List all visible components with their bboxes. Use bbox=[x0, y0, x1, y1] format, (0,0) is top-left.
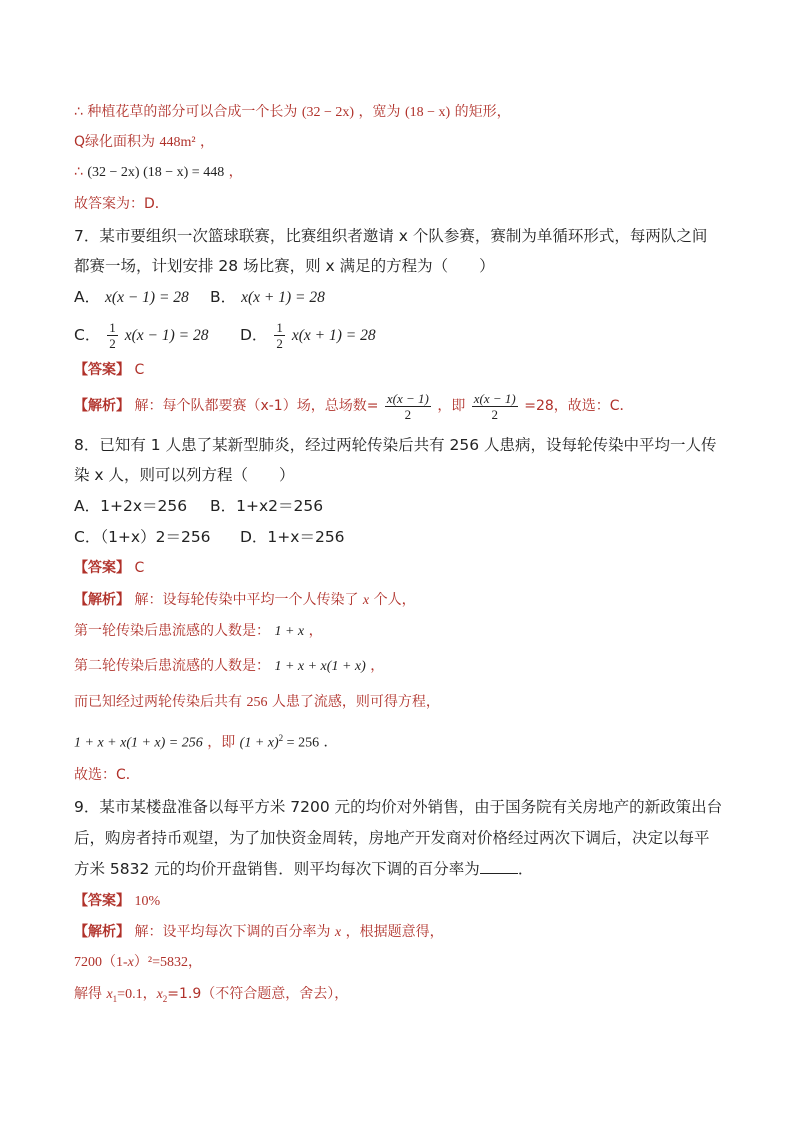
denominator: 2 bbox=[109, 336, 116, 351]
q7-analysis bbox=[74, 386, 634, 426]
answer-tag: 【答案】 bbox=[74, 560, 130, 576]
q8-choose: 故选：C． bbox=[74, 767, 140, 783]
denominator: 2 bbox=[404, 406, 412, 422]
option-label: A． bbox=[74, 288, 101, 306]
number: 256 bbox=[246, 695, 268, 710]
q8-step-4 bbox=[74, 728, 338, 754]
q8-option-b: B．1+x2＝256 bbox=[210, 497, 324, 515]
q7-option-c bbox=[74, 318, 208, 352]
text: 个人， bbox=[373, 592, 416, 608]
math-expr: 1 + x + x(1 + x) = 256 bbox=[74, 735, 203, 751]
text: =0.1， bbox=[117, 987, 157, 1002]
math-expr: (18 − x) bbox=[404, 105, 451, 120]
text: ∴ bbox=[74, 164, 88, 180]
math-expr: 448m² bbox=[159, 135, 196, 150]
math-expr: 1 + x bbox=[274, 624, 305, 639]
q8-step-1 bbox=[74, 621, 323, 642]
answer-value: 10% bbox=[134, 894, 161, 909]
q7-option-b bbox=[210, 287, 325, 308]
answer-blank bbox=[480, 859, 518, 874]
answer-tag: 【答案】 bbox=[74, 362, 130, 378]
text: 解：设平均每次下调的百分率为 bbox=[134, 924, 331, 940]
text: 人患了流感，则可得方程， bbox=[271, 694, 440, 710]
denominator: 2 bbox=[276, 336, 283, 351]
analysis-tag: 【解析】 bbox=[74, 398, 130, 414]
text: ，宽为 bbox=[358, 104, 401, 120]
text: ． bbox=[323, 734, 338, 751]
q9-analysis bbox=[74, 922, 444, 943]
option-label: B． bbox=[210, 288, 237, 306]
solution-line-2 bbox=[74, 132, 214, 153]
q9-stem-line-1: 9．某市某楼盘准备以每平方米 7200 元的均价对外销售，由于国务院有关房地产的新政策出台 bbox=[74, 798, 723, 816]
math-expr: (32 − 2x) bbox=[301, 105, 355, 120]
text: ，即 bbox=[207, 734, 236, 751]
text: Q绿化面积为 bbox=[74, 134, 156, 150]
numerator: 1 bbox=[109, 320, 116, 335]
q9-solution bbox=[74, 984, 348, 1009]
math-expr: x(x − 1) = 28 bbox=[105, 289, 189, 306]
text: 方米 5832 元的均价开盘销售．则平均每次下调的百分率为 bbox=[74, 860, 480, 878]
denominator: 2 bbox=[491, 406, 499, 422]
text: 而已知经过两轮传染后共有 bbox=[74, 694, 242, 710]
q9-stem-line-3 bbox=[74, 859, 533, 879]
text: ∴ 种植花草的部分可以合成一个长为 bbox=[74, 104, 298, 120]
fraction-half bbox=[107, 320, 118, 351]
q9-answer bbox=[74, 891, 160, 912]
q8-option-d: D．1+x＝256 bbox=[240, 528, 345, 546]
solution-line-3 bbox=[74, 162, 243, 183]
text: ，根据题意得， bbox=[345, 924, 444, 940]
math-expr: x(x − 1) = 28 bbox=[124, 327, 209, 344]
math-var: x bbox=[156, 987, 163, 1002]
fraction bbox=[385, 391, 431, 422]
q8-step-2 bbox=[74, 656, 384, 677]
math-expr: x(x + 1) = 28 bbox=[291, 327, 376, 344]
math-expr: 1 + x + x(1 + x) bbox=[274, 659, 366, 674]
answer-value: C bbox=[134, 560, 145, 576]
text: 第二轮传染后患流感的人数是： bbox=[74, 658, 270, 674]
text: 7200（1- bbox=[74, 955, 128, 970]
subscript: 1 bbox=[112, 993, 118, 1004]
q7-stem-line-2: 都赛一场，计划安排 28 场比赛，则 x 满足的方程为（ ） bbox=[74, 257, 495, 275]
q8-option-c: C．（1+x）2＝256 bbox=[74, 528, 211, 546]
q8-analysis bbox=[74, 590, 416, 611]
math-expr: x(x + 1) = 28 bbox=[241, 289, 325, 306]
q9-equation bbox=[74, 953, 202, 973]
math-expr: (32 − 2x) (18 − x) = 448 bbox=[87, 165, 225, 180]
q8-step-3 bbox=[74, 692, 440, 713]
text: 解：设每轮传染中平均一个人传染了 bbox=[134, 592, 359, 608]
q7-answer bbox=[74, 360, 144, 380]
q7-stem-line-1: 7．某市要组织一次篮球联赛，比赛组织者邀请 x 个队参赛，赛制为单循环形式，每两队之间 bbox=[74, 227, 708, 245]
q7-option-a bbox=[74, 287, 189, 308]
math-var: x bbox=[106, 987, 113, 1002]
text: 的矩形， bbox=[454, 104, 511, 120]
q8-option-a: A．1+2x＝256 bbox=[74, 497, 188, 515]
subscript: 2 bbox=[162, 993, 168, 1004]
option-label: C． bbox=[74, 326, 101, 344]
text: ． bbox=[517, 860, 534, 878]
numerator: 1 bbox=[276, 320, 283, 335]
answer-tag: 【答案】 bbox=[74, 893, 130, 909]
math-expr: = 256 bbox=[283, 735, 320, 751]
text: ， bbox=[370, 658, 385, 674]
text: 解得 bbox=[74, 986, 107, 1002]
option-label: D． bbox=[240, 326, 268, 344]
math-var: x bbox=[127, 955, 134, 970]
fraction-half bbox=[274, 320, 285, 351]
text: ， bbox=[228, 164, 243, 180]
analysis-tag: 【解析】 bbox=[74, 924, 130, 940]
numerator: x(x − 1) bbox=[473, 390, 516, 406]
text: 第一轮传染后患流感的人数是： bbox=[74, 623, 270, 639]
numerator: x(x − 1) bbox=[386, 390, 429, 406]
math-expr: (1 + x) bbox=[239, 735, 279, 751]
solution-line-4: 故答案为：D． bbox=[74, 196, 169, 212]
math-var: x bbox=[334, 925, 342, 940]
text: ， bbox=[200, 134, 215, 150]
text: ， bbox=[308, 623, 323, 639]
fraction bbox=[472, 391, 518, 422]
solution-line-1 bbox=[74, 102, 511, 123]
math-var: x bbox=[362, 593, 370, 608]
q9-stem-line-2: 后，购房者持币观望，为了加快资金周转，房地产开发商对价格经过两次下调后，决定以每平 bbox=[74, 829, 710, 847]
q8-stem-line-1: 8．已知有 1 人患了某新型肺炎，经过两轮传染后共有 256 人患病，设每轮传染中平均一人传 bbox=[74, 436, 717, 454]
text: 解：每个队都要赛（x-1）场，总场数= bbox=[134, 398, 379, 414]
text: ，即 bbox=[437, 398, 466, 414]
q8-stem-line-2: 染 x 人，则可以列方程（ ） bbox=[74, 466, 295, 484]
exponent: 2 bbox=[278, 733, 284, 743]
text: ）²=5832， bbox=[133, 955, 202, 970]
q8-answer bbox=[74, 558, 144, 578]
answer-value: C bbox=[134, 362, 145, 378]
text: =1.9（不符合题意，舍去）， bbox=[167, 986, 349, 1002]
text: =28，故选：C． bbox=[524, 398, 634, 414]
q7-option-d bbox=[240, 318, 376, 352]
analysis-tag: 【解析】 bbox=[74, 592, 130, 608]
